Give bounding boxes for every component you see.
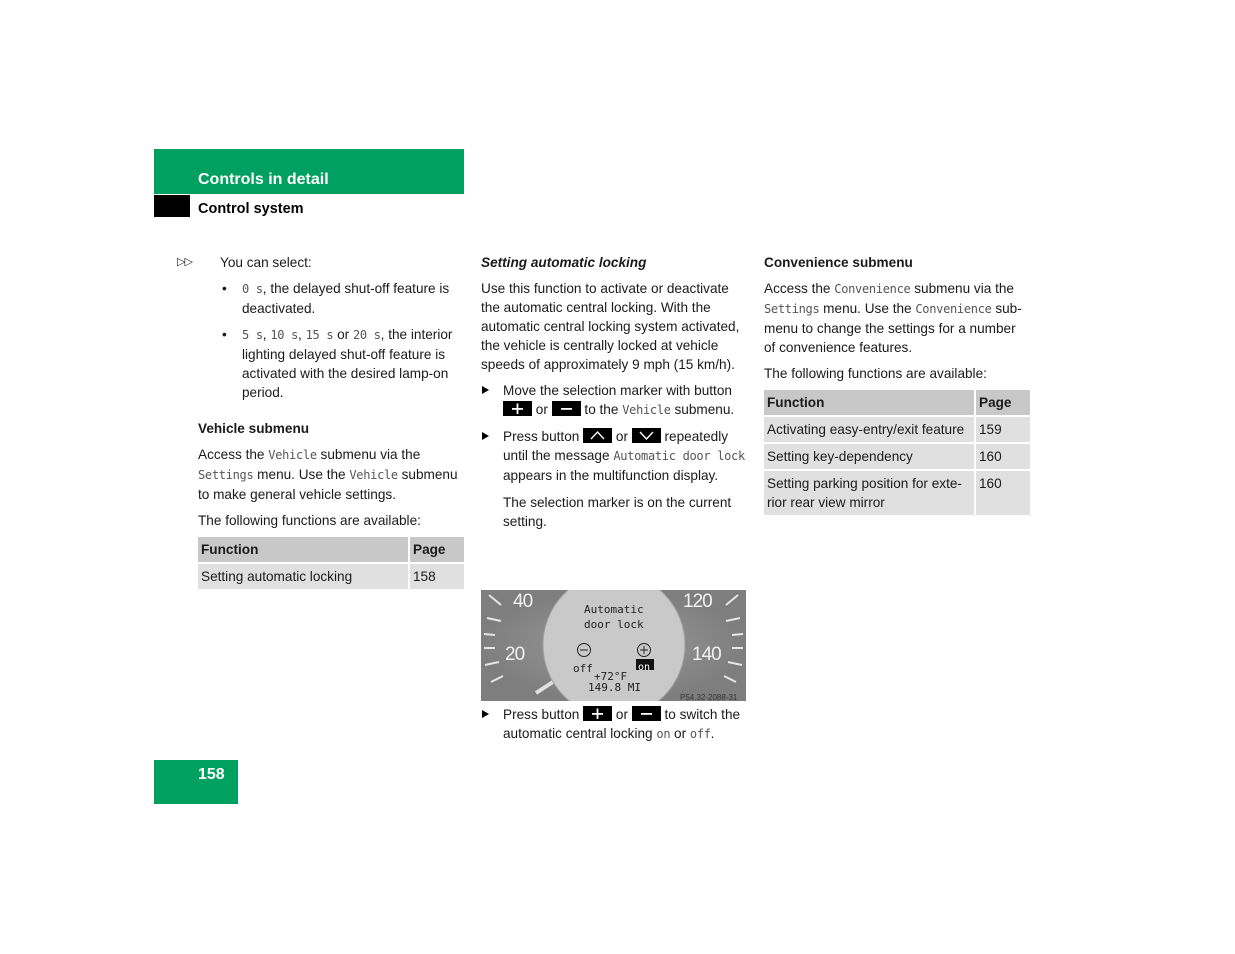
page-number: 158 <box>198 766 225 783</box>
up-button-icon <box>583 428 612 443</box>
functions-available-text: The following functions are available: <box>764 366 987 381</box>
table-header-row: Function Page <box>764 390 1030 417</box>
speed-tick-40: 40 <box>513 591 533 612</box>
vehicle-functions-table <box>198 537 464 591</box>
minus-button-icon <box>632 706 661 721</box>
section-title: Controls in detail <box>198 171 329 188</box>
list-item: • 5 s, 10 s, 15 s or 20 s, the interior lighting delayed shut-off feature is activated with the desired lamp-on period. <box>222 327 453 400</box>
column-2-continued <box>481 705 747 751</box>
subsection-title: Control system <box>198 201 304 217</box>
convenience-submenu-text: Access the Convenience submenu via the Settings menu. Use the Convenience sub-menu to change the settings for a number of convenience features. <box>764 281 1022 355</box>
step-move-marker: Move the selection marker with button or to the Vehicle submenu. <box>481 381 747 420</box>
table-row: Setting key-dependency 160 <box>764 444 1030 471</box>
column-3 <box>764 253 1030 517</box>
minus-button-icon <box>552 401 581 416</box>
automatic-locking-heading: Setting automatic locking <box>481 255 647 270</box>
convenience-submenu-heading: Convenience submenu <box>764 255 913 270</box>
table-row: Setting automatic locking 158 <box>198 564 464 591</box>
convenience-functions-table <box>764 390 1030 517</box>
step-press-arrows: Press button or repeatedly until the message Automatic door lock appears in the multifunction display. <box>481 427 747 485</box>
select-options-list <box>198 279 464 402</box>
plus-button-icon <box>583 706 612 721</box>
table-header-row: Function Page <box>198 537 464 564</box>
down-button-icon <box>632 428 661 443</box>
plus-button-icon <box>503 401 532 416</box>
display-temperature: +72°F <box>594 670 628 683</box>
speed-tick-20: 20 <box>505 644 525 665</box>
display-message-line-1: Automatic <box>584 603 644 616</box>
table-row: Activating easy-entry/exit feature 159 <box>764 417 1030 444</box>
step-switch-locking: Press button or to switch the automatic central locking on or off. <box>481 705 747 744</box>
automatic-locking-description: Use this function to activate or deactivate the automatic central locking. With the automatic central locking system activated, the vehicle is centrally locked at vehicle speeds of approximately 9 mph (15 km/h). <box>481 281 740 372</box>
selection-marker-note: The selection marker is on the current setting. <box>503 495 732 529</box>
page-number-box <box>154 760 238 804</box>
vehicle-submenu-text: Access the Vehicle submenu via the Settings menu. Use the Vehicle submenu to make general vehicle settings. <box>198 447 458 502</box>
table-row: Setting parking position for exte-rior rear view mirror 160 <box>764 471 1030 517</box>
subsection-marker <box>154 195 190 217</box>
list-item: • 0 s, the delayed shut-off feature is deactivated. <box>222 281 450 316</box>
speed-tick-120: 120 <box>683 591 712 612</box>
display-off-label: off <box>573 662 593 675</box>
speed-tick-140: 140 <box>692 644 721 665</box>
continued-marker: ▷▷ <box>177 256 192 268</box>
vehicle-submenu-heading: Vehicle submenu <box>198 421 310 436</box>
display-odometer: 149.8 MI <box>588 681 641 694</box>
intro-text: You can select: <box>220 255 312 270</box>
display-on-label: on <box>638 662 651 673</box>
multifunction-display-illustration <box>481 590 746 701</box>
display-message-line-2: door lock <box>584 618 644 631</box>
column-2 <box>481 253 747 538</box>
column-1 <box>198 253 464 591</box>
functions-available-text: The following functions are available: <box>198 513 421 528</box>
image-reference-code: P54.32-2088-31 <box>680 693 738 701</box>
